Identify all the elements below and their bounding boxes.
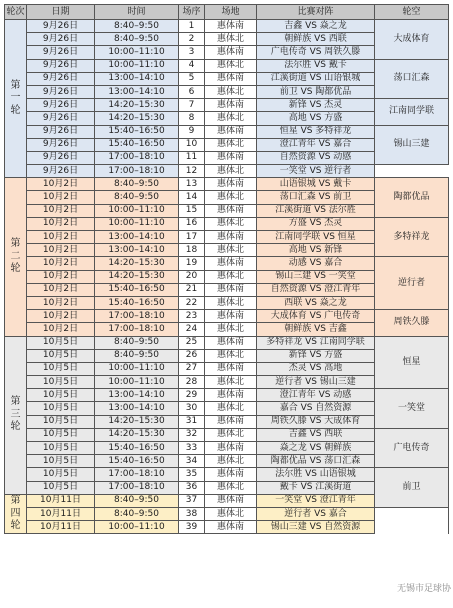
bye-team: 锡山三建 bbox=[375, 125, 449, 165]
cell-time: 10:00–11:10 bbox=[95, 376, 179, 389]
cell-date: 10月5日 bbox=[27, 415, 95, 428]
table-row bbox=[5, 468, 449, 481]
cell-seq: 38 bbox=[179, 507, 205, 520]
table-row bbox=[5, 59, 449, 72]
cell-date: 10月2日 bbox=[27, 270, 95, 283]
cell-venue: 惠体南 bbox=[205, 494, 257, 507]
cell-date: 10月2日 bbox=[27, 244, 95, 257]
cell-match: 吉鑫 VS 焱之龙 bbox=[257, 20, 375, 33]
cell-date: 10月11日 bbox=[27, 507, 95, 520]
cell-date: 9月26日 bbox=[27, 125, 95, 138]
cell-date: 9月26日 bbox=[27, 72, 95, 85]
cell-date: 9月26日 bbox=[27, 33, 95, 46]
bye-team: 恒星 bbox=[375, 336, 449, 389]
bye-team: 多特祥龙 bbox=[375, 217, 449, 257]
header-row bbox=[5, 5, 449, 20]
cell-time: 8:40–9:50 bbox=[95, 494, 179, 507]
cell-match: 江溪街道 VS 山语银城 bbox=[257, 72, 375, 85]
cell-seq: 36 bbox=[179, 481, 205, 494]
cell-seq: 30 bbox=[179, 402, 205, 415]
cell-seq: 11 bbox=[179, 151, 205, 164]
cell-venue: 惠体北 bbox=[205, 138, 257, 151]
table-row bbox=[5, 336, 449, 349]
cell-venue: 惠体北 bbox=[205, 59, 257, 72]
cell-date: 10月5日 bbox=[27, 428, 95, 441]
cell-seq: 13 bbox=[179, 178, 205, 191]
table-row bbox=[5, 99, 449, 112]
bye-team: 周铁久滕 bbox=[375, 310, 449, 336]
cell-match: 杰灵 VS 高地 bbox=[257, 362, 375, 375]
cell-time: 13:00–14:10 bbox=[95, 244, 179, 257]
table-row bbox=[5, 428, 449, 441]
cell-venue: 惠体北 bbox=[205, 507, 257, 520]
cell-venue: 惠体南 bbox=[205, 151, 257, 164]
cell-match: 动感 VS 嘉合 bbox=[257, 257, 375, 270]
cell-match: 澄江青年 VS 动感 bbox=[257, 389, 375, 402]
cell-date: 10月5日 bbox=[27, 389, 95, 402]
cell-match: 焱之龙 VS 朝鲜族 bbox=[257, 442, 375, 455]
cell-date: 10月2日 bbox=[27, 257, 95, 270]
cell-time: 14:20–15:30 bbox=[95, 270, 179, 283]
schedule-table bbox=[4, 4, 449, 534]
cell-match: 高地 VS 方盛 bbox=[257, 112, 375, 125]
cell-venue: 惠体南 bbox=[205, 125, 257, 138]
schedule-body bbox=[5, 20, 449, 534]
cell-venue: 惠体北 bbox=[205, 217, 257, 230]
cell-time: 15:40–16:50 bbox=[95, 125, 179, 138]
cell-date: 10月5日 bbox=[27, 455, 95, 468]
cell-seq: 3 bbox=[179, 46, 205, 59]
cell-date: 10月2日 bbox=[27, 217, 95, 230]
bye-team: 陶都优品 bbox=[375, 178, 449, 218]
cell-seq: 6 bbox=[179, 85, 205, 98]
cell-seq: 23 bbox=[179, 310, 205, 323]
cell-time: 10:00–11:10 bbox=[95, 46, 179, 59]
cell-match: 法尔胜 VS 戴卡 bbox=[257, 59, 375, 72]
cell-time: 17:00–18:10 bbox=[95, 310, 179, 323]
cell-seq: 8 bbox=[179, 112, 205, 125]
header-time: 时间 bbox=[95, 5, 179, 20]
cell-time: 17:00–18:10 bbox=[95, 151, 179, 164]
cell-time: 8:40–9:50 bbox=[95, 33, 179, 46]
table-row bbox=[5, 310, 449, 323]
cell-venue: 惠体北 bbox=[205, 244, 257, 257]
table-row bbox=[5, 389, 449, 402]
cell-date: 10月5日 bbox=[27, 481, 95, 494]
round-label: 第 四 轮 bbox=[5, 494, 27, 534]
cell-date: 9月26日 bbox=[27, 59, 95, 72]
cell-time: 10:00–11:10 bbox=[95, 362, 179, 375]
bye-team: 大成体育 bbox=[375, 20, 449, 60]
cell-date: 9月26日 bbox=[27, 20, 95, 33]
cell-seq: 34 bbox=[179, 455, 205, 468]
cell-venue: 惠体南 bbox=[205, 178, 257, 191]
cell-seq: 5 bbox=[179, 72, 205, 85]
bye-team: 荡口汇森 bbox=[375, 59, 449, 99]
cell-time: 13:00–14:10 bbox=[95, 72, 179, 85]
cell-venue: 惠体南 bbox=[205, 204, 257, 217]
table-row bbox=[5, 521, 449, 534]
cell-time: 14:20–15:30 bbox=[95, 415, 179, 428]
cell-time: 8:40–9:50 bbox=[95, 20, 179, 33]
cell-venue: 惠体南 bbox=[205, 231, 257, 244]
cell-date: 9月26日 bbox=[27, 151, 95, 164]
cell-venue: 惠体南 bbox=[205, 362, 257, 375]
header-venue: 场地 bbox=[205, 5, 257, 20]
cell-match: 锡山三建 VS 一笑堂 bbox=[257, 270, 375, 283]
cell-venue: 惠体北 bbox=[205, 85, 257, 98]
cell-time: 15:40–16:50 bbox=[95, 296, 179, 309]
cell-match: 逆行者 VS 嘉合 bbox=[257, 507, 375, 520]
cell-seq: 27 bbox=[179, 362, 205, 375]
cell-time: 13:00–14:10 bbox=[95, 85, 179, 98]
cell-date: 10月2日 bbox=[27, 283, 95, 296]
cell-seq: 14 bbox=[179, 191, 205, 204]
cell-match: 广电传奇 VS 周铁久滕 bbox=[257, 46, 375, 59]
cell-venue: 惠体北 bbox=[205, 481, 257, 494]
cell-venue: 惠体南 bbox=[205, 336, 257, 349]
cell-venue: 惠体南 bbox=[205, 389, 257, 402]
cell-date: 10月2日 bbox=[27, 323, 95, 336]
watermark-text: 无锡市足球协 bbox=[396, 584, 451, 594]
cell-seq: 31 bbox=[179, 415, 205, 428]
cell-match: 陶都优品 VS 荡口汇森 bbox=[257, 455, 375, 468]
cell-match: 前卫 VS 陶都优品 bbox=[257, 85, 375, 98]
cell-venue: 惠体南 bbox=[205, 46, 257, 59]
cell-seq: 2 bbox=[179, 33, 205, 46]
cell-time: 13:00–14:10 bbox=[95, 389, 179, 402]
cell-match: 一笑堂 VS 逆行者 bbox=[257, 165, 375, 178]
table-row bbox=[5, 178, 449, 191]
cell-match: 一笑堂 VS 澄江青年 bbox=[257, 494, 375, 507]
cell-time: 10:00–11:10 bbox=[95, 217, 179, 230]
cell-seq: 1 bbox=[179, 20, 205, 33]
cell-venue: 惠体南 bbox=[205, 99, 257, 112]
cell-date: 10月5日 bbox=[27, 402, 95, 415]
header-bye: 轮空 bbox=[375, 5, 449, 20]
cell-match: 江南同学联 VS 恒星 bbox=[257, 231, 375, 244]
cell-time: 8:40–9:50 bbox=[95, 191, 179, 204]
cell-venue: 惠体南 bbox=[205, 283, 257, 296]
cell-match: 澄江青年 VS 嘉合 bbox=[257, 138, 375, 151]
cell-match: 逆行者 VS 锡山三建 bbox=[257, 376, 375, 389]
cell-seq: 24 bbox=[179, 323, 205, 336]
cell-seq: 35 bbox=[179, 468, 205, 481]
cell-match: 多特祥龙 VS 江南同学联 bbox=[257, 336, 375, 349]
cell-time: 15:40–16:50 bbox=[95, 455, 179, 468]
bye-team: 广电传奇 bbox=[375, 428, 449, 468]
cell-seq: 26 bbox=[179, 349, 205, 362]
cell-time: 8:40–9:50 bbox=[95, 349, 179, 362]
cell-match: 法尔胜 VS 山语银城 bbox=[257, 468, 375, 481]
cell-venue: 惠体北 bbox=[205, 323, 257, 336]
cell-date: 10月2日 bbox=[27, 296, 95, 309]
cell-match: 周铁久滕 VS 大成体育 bbox=[257, 415, 375, 428]
table-row bbox=[5, 217, 449, 230]
cell-seq: 32 bbox=[179, 428, 205, 441]
table-row bbox=[5, 507, 449, 520]
cell-match: 吉鑫 VS 西联 bbox=[257, 428, 375, 441]
table-row bbox=[5, 257, 449, 270]
bye-team: 一笑堂 bbox=[375, 389, 449, 429]
cell-match: 荡口汇森 VS 前卫 bbox=[257, 191, 375, 204]
cell-match: 新锋 VS 杰灵 bbox=[257, 99, 375, 112]
cell-seq: 29 bbox=[179, 389, 205, 402]
cell-match: 山语银城 VS 戴卡 bbox=[257, 178, 375, 191]
cell-venue: 惠体北 bbox=[205, 402, 257, 415]
cell-seq: 15 bbox=[179, 204, 205, 217]
cell-venue: 惠体南 bbox=[205, 72, 257, 85]
cell-match: 恒星 VS 多特祥龙 bbox=[257, 125, 375, 138]
cell-date: 10月5日 bbox=[27, 468, 95, 481]
cell-venue: 惠体北 bbox=[205, 165, 257, 178]
cell-time: 17:00–18:10 bbox=[95, 323, 179, 336]
cell-date: 10月2日 bbox=[27, 191, 95, 204]
cell-time: 10:00–11:10 bbox=[95, 204, 179, 217]
cell-time: 15:40–16:50 bbox=[95, 138, 179, 151]
cell-venue: 惠体南 bbox=[205, 415, 257, 428]
cell-date: 10月2日 bbox=[27, 310, 95, 323]
cell-time: 14:20–15:30 bbox=[95, 428, 179, 441]
cell-venue: 惠体北 bbox=[205, 112, 257, 125]
cell-date: 9月26日 bbox=[27, 85, 95, 98]
cell-seq: 4 bbox=[179, 59, 205, 72]
cell-match: 大成体育 VS 广电传奇 bbox=[257, 310, 375, 323]
cell-match: 锡山三建 VS 自然资源 bbox=[257, 521, 375, 534]
cell-match: 方盛 VS 杰灵 bbox=[257, 217, 375, 230]
cell-time: 14:20–15:30 bbox=[95, 99, 179, 112]
cell-date: 10月11日 bbox=[27, 521, 95, 534]
cell-time: 15:40–16:50 bbox=[95, 442, 179, 455]
cell-time: 14:20–15:30 bbox=[95, 112, 179, 125]
cell-venue: 惠体北 bbox=[205, 455, 257, 468]
cell-match: 江溪街道 VS 法尔胜 bbox=[257, 204, 375, 217]
cell-seq: 21 bbox=[179, 283, 205, 296]
cell-time: 14:20–15:30 bbox=[95, 257, 179, 270]
cell-time: 10:00–11:10 bbox=[95, 59, 179, 72]
cell-venue: 惠体南 bbox=[205, 468, 257, 481]
cell-date: 10月5日 bbox=[27, 376, 95, 389]
table-row bbox=[5, 20, 449, 33]
cell-seq: 28 bbox=[179, 376, 205, 389]
cell-date: 10月2日 bbox=[27, 204, 95, 217]
header-date: 日期 bbox=[27, 5, 95, 20]
cell-match: 新锋 VS 方盛 bbox=[257, 349, 375, 362]
cell-time: 10:00–11:10 bbox=[95, 521, 179, 534]
cell-seq: 25 bbox=[179, 336, 205, 349]
cell-seq: 16 bbox=[179, 217, 205, 230]
cell-seq: 33 bbox=[179, 442, 205, 455]
cell-seq: 18 bbox=[179, 244, 205, 257]
table-row bbox=[5, 125, 449, 138]
cell-seq: 9 bbox=[179, 125, 205, 138]
cell-time: 15:40–16:50 bbox=[95, 283, 179, 296]
bye-team: 江南同学联 bbox=[375, 99, 449, 125]
cell-venue: 惠体南 bbox=[205, 521, 257, 534]
cell-seq: 37 bbox=[179, 494, 205, 507]
header-match: 比赛对阵 bbox=[257, 5, 375, 20]
cell-venue: 惠体北 bbox=[205, 191, 257, 204]
cell-venue: 惠体南 bbox=[205, 20, 257, 33]
cell-date: 10月5日 bbox=[27, 362, 95, 375]
cell-date: 10月2日 bbox=[27, 178, 95, 191]
cell-seq: 10 bbox=[179, 138, 205, 151]
cell-date: 10月5日 bbox=[27, 336, 95, 349]
round-label: 第 一 轮 bbox=[5, 20, 27, 178]
cell-match: 自然资源 VS 动感 bbox=[257, 151, 375, 164]
cell-date: 10月2日 bbox=[27, 231, 95, 244]
cell-time: 13:00–14:10 bbox=[95, 231, 179, 244]
cell-seq: 39 bbox=[179, 521, 205, 534]
cell-seq: 19 bbox=[179, 257, 205, 270]
header-round: 轮次 bbox=[5, 5, 27, 20]
cell-time: 17:00–18:10 bbox=[95, 481, 179, 494]
cell-time: 8:40–9:50 bbox=[95, 336, 179, 349]
cell-date: 10月5日 bbox=[27, 349, 95, 362]
bye-team: 逆行者 bbox=[375, 257, 449, 310]
cell-venue: 惠体南 bbox=[205, 310, 257, 323]
cell-match: 嘉合 VS 自然资源 bbox=[257, 402, 375, 415]
bye-team: 前卫 bbox=[375, 468, 449, 508]
cell-venue: 惠体北 bbox=[205, 376, 257, 389]
cell-date: 9月26日 bbox=[27, 99, 95, 112]
cell-venue: 惠体南 bbox=[205, 442, 257, 455]
round-label: 第 三 轮 bbox=[5, 336, 27, 494]
cell-seq: 17 bbox=[179, 231, 205, 244]
cell-match: 朝鲜族 VS 西联 bbox=[257, 33, 375, 46]
cell-time: 17:00–18:10 bbox=[95, 468, 179, 481]
round-label: 第 二 轮 bbox=[5, 178, 27, 336]
cell-time: 13:00–14:10 bbox=[95, 402, 179, 415]
cell-seq: 22 bbox=[179, 296, 205, 309]
cell-date: 10月5日 bbox=[27, 442, 95, 455]
cell-seq: 20 bbox=[179, 270, 205, 283]
cell-date: 10月11日 bbox=[27, 494, 95, 507]
cell-venue: 惠体北 bbox=[205, 349, 257, 362]
cell-seq: 12 bbox=[179, 165, 205, 178]
cell-date: 9月26日 bbox=[27, 46, 95, 59]
cell-match: 自然资源 VS 澄江青年 bbox=[257, 283, 375, 296]
cell-venue: 惠体北 bbox=[205, 270, 257, 283]
cell-date: 9月26日 bbox=[27, 112, 95, 125]
cell-venue: 惠体北 bbox=[205, 428, 257, 441]
cell-match: 西联 VS 焱之龙 bbox=[257, 296, 375, 309]
cell-time: 8:40–9:50 bbox=[95, 507, 179, 520]
cell-time: 17:00–18:10 bbox=[95, 165, 179, 178]
table-row bbox=[5, 165, 449, 178]
cell-date: 9月26日 bbox=[27, 165, 95, 178]
cell-venue: 惠体北 bbox=[205, 296, 257, 309]
cell-match: 高地 VS 新锋 bbox=[257, 244, 375, 257]
cell-venue: 惠体南 bbox=[205, 257, 257, 270]
cell-venue: 惠体北 bbox=[205, 33, 257, 46]
cell-match: 戴卡 VS 江溪街道 bbox=[257, 481, 375, 494]
cell-time: 8:40–9:50 bbox=[95, 178, 179, 191]
cell-match: 朝鲜族 VS 吉鑫 bbox=[257, 323, 375, 336]
cell-seq: 7 bbox=[179, 99, 205, 112]
cell-date: 9月26日 bbox=[27, 138, 95, 151]
header-seq: 场序 bbox=[179, 5, 205, 20]
